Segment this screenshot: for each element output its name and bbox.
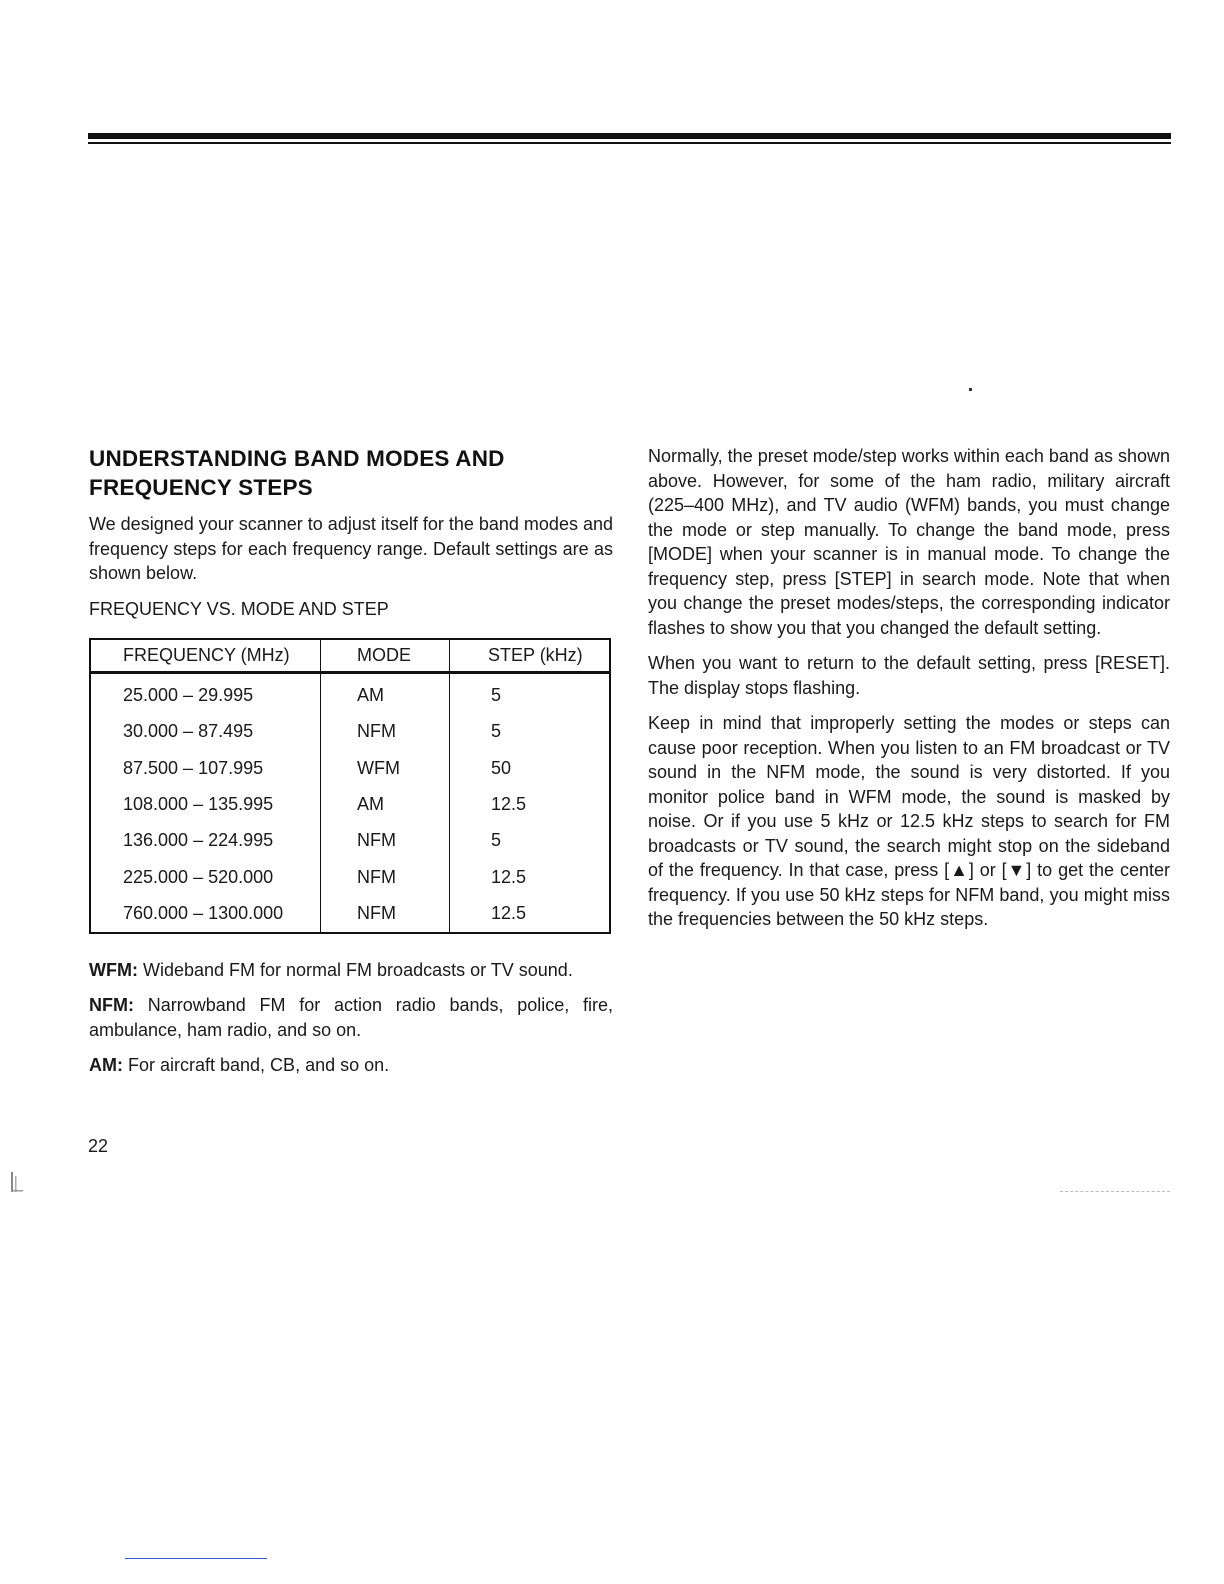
cell-frequency: 108.000 – 135.995 bbox=[90, 786, 321, 822]
table-row bbox=[90, 714, 610, 750]
table-header-row bbox=[90, 639, 610, 673]
scan-speck bbox=[969, 388, 972, 391]
cell-mode: NFM bbox=[321, 859, 450, 895]
definition-wfm-text: Wideband FM for normal FM broadcasts or TV sound. bbox=[137, 959, 573, 980]
cell-frequency: 30.000 – 87.495 bbox=[90, 714, 321, 750]
body-paragraph: When you want to return to the default setting, press [RESET]. The display stops flashing. bbox=[648, 653, 1170, 698]
header-frequency: FREQUENCY (MHz) bbox=[90, 639, 321, 673]
definition-nfm bbox=[89, 993, 613, 1042]
body-paragraph: Normally, the preset mode/step works within each band as shown above. However, for some of the ham radio, military aircraft (225–400 MHz), and TV audio (WFM) bands, you must change the mode or step manually. To change the band mode, press [MODE] when your scanner is in manual mode. To change the frequency step, press [STEP] in search mode. Note that when you change the preset modes/steps, the corresponding indicator flashes to show you that you changed the default setting. bbox=[648, 446, 1170, 638]
term-am: AM: bbox=[89, 1055, 123, 1076]
scan-artifact-dash bbox=[1060, 1191, 1170, 1193]
left-column bbox=[89, 444, 613, 1089]
frequency-table bbox=[89, 638, 611, 934]
cell-frequency: 760.000 – 1300.000 bbox=[90, 895, 321, 932]
table-row bbox=[90, 859, 610, 895]
cell-mode: AM bbox=[321, 672, 450, 714]
definition-wfm bbox=[89, 958, 613, 983]
term-nfm: NFM: bbox=[89, 995, 134, 1016]
cell-mode: WFM bbox=[321, 750, 450, 786]
term-wfm: WFM: bbox=[89, 959, 138, 980]
page-number: 22 bbox=[88, 1136, 109, 1156]
bottom-blue-line bbox=[125, 1558, 267, 1559]
cell-frequency: 225.000 – 520.000 bbox=[90, 859, 321, 895]
header-rule-thick bbox=[88, 133, 1171, 139]
cell-step: 12.5 bbox=[491, 866, 527, 887]
intro-paragraph: We designed your scanner to adjust itself for the band modes and frequency steps for each frequency range. Default settings are as shown below. bbox=[89, 514, 613, 583]
cell-mode: NFM bbox=[321, 823, 450, 859]
cell-mode: NFM bbox=[321, 895, 450, 932]
definition-am bbox=[89, 1053, 613, 1078]
cell-step: 12.5 bbox=[491, 902, 527, 923]
header-rule-thin bbox=[88, 142, 1171, 144]
cell-frequency: 136.000 – 224.995 bbox=[90, 823, 321, 859]
section-heading: UNDERSTANDING BAND MODES AND FREQUENCY STEPS bbox=[89, 446, 505, 500]
cell-step: 12.5 bbox=[491, 794, 527, 815]
table-row bbox=[90, 895, 610, 932]
table-row bbox=[90, 823, 610, 859]
header-step: STEP (kHz) bbox=[450, 639, 611, 673]
cell-step: 5 bbox=[491, 830, 502, 851]
definition-am-text: For aircraft band, CB, and so on. bbox=[123, 1055, 390, 1076]
table-row bbox=[90, 672, 610, 714]
table-row bbox=[90, 750, 610, 786]
header-mode: MODE bbox=[321, 639, 450, 673]
right-column bbox=[648, 444, 1170, 943]
scan-artifact-mark bbox=[8, 1170, 24, 1196]
table-row bbox=[90, 786, 610, 822]
cell-step: 5 bbox=[491, 685, 502, 706]
cell-mode: AM bbox=[321, 786, 450, 822]
definition-nfm-text: Narrowband FM for action radio bands, police, fire, ambulance, ham radio, and so on. bbox=[89, 995, 613, 1040]
cell-frequency: 87.500 – 107.995 bbox=[90, 750, 321, 786]
cell-step: 50 bbox=[491, 757, 512, 778]
cell-frequency: 25.000 – 29.995 bbox=[90, 672, 321, 714]
cell-step: 5 bbox=[491, 721, 502, 742]
cell-mode: NFM bbox=[321, 714, 450, 750]
body-paragraph: Keep in mind that improperly setting the modes or steps can cause poor reception. When you listen to an FM broadcast or TV sound in the NFM mode, the sound is very distorted. If you monitor police band in WFM mode, the sound is masked by noise. Or if you use 5 kHz or 12.5 kHz steps to search for FM broadcasts or TV sound, the search might stop on the sideband of the frequency. In that case, press [▲] or [▼] to get the center frequency. If you use 50 kHz steps for NFM band, you might miss the frequencies between the 50 kHz steps. bbox=[648, 713, 1170, 929]
table-caption: FREQUENCY VS. MODE AND STEP bbox=[89, 598, 389, 619]
